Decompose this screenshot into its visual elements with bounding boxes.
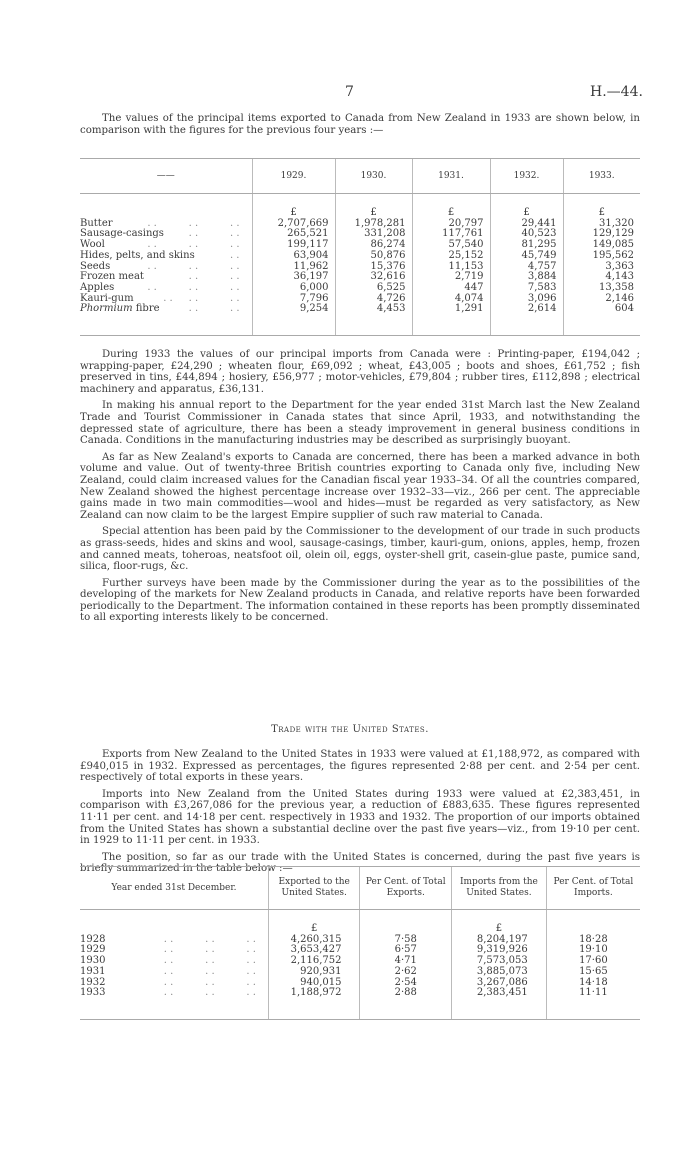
table-cell: 15·65	[546, 967, 640, 978]
item-name: Butter	[80, 217, 113, 229]
table-cell: 11·11	[546, 988, 640, 1019]
blank-cell	[546, 910, 640, 935]
column-header: 1930.	[335, 159, 412, 194]
leader-dots: . . . . . .	[147, 239, 240, 251]
table-cell: 4,143	[563, 272, 640, 283]
currency-symbol: £	[563, 194, 640, 219]
table-cell: 1,978,281	[335, 219, 412, 230]
column-header: Year ended 31st December.	[80, 867, 268, 910]
table-cell: 6,000	[252, 283, 335, 294]
table-cell: 86,274	[335, 240, 412, 251]
leader-dots: . . . . . .	[163, 292, 240, 304]
table-cell: 13,358	[563, 283, 640, 294]
table-cell: 2·88	[360, 988, 452, 1019]
column-header: Imports from the United States.	[452, 867, 547, 910]
currency-symbol: £	[412, 194, 490, 219]
table-cell: 331,208	[335, 229, 412, 240]
leader-dots: . . . . . .	[163, 933, 256, 945]
year: 1932	[80, 976, 106, 988]
table-cell: 17·60	[546, 956, 640, 967]
row-label	[80, 988, 268, 1019]
table-cell: 940,015	[268, 978, 360, 989]
leader-dots: . . . .	[188, 228, 240, 240]
table-cell: 11,153	[412, 262, 490, 273]
table-cell: 3,267,086	[452, 978, 547, 989]
year: 1930	[80, 955, 106, 967]
table-cell: 4,453	[335, 304, 412, 335]
table-cell: 4·71	[360, 956, 452, 967]
item-name-italic: Phormium	[80, 303, 133, 315]
section-heading: Trade with the United States.	[271, 724, 429, 735]
paragraph: Exports from New Zealand to the United States in 1933 were valued at £1,188,972, as compared with £940,015 in 1932. Expressed as percentages, the figures represented 2·88 per cent. and 2·54 per cent. respectively of total exports in these years.	[80, 749, 640, 784]
table-cell: 2·54	[360, 978, 452, 989]
table-cell: 129,129	[563, 229, 640, 240]
item-name: Seeds	[80, 260, 111, 272]
currency-symbol: £	[252, 194, 335, 219]
leader-dots: . . . . . .	[163, 965, 256, 977]
column-header: Per Cent. of Total Exports.	[360, 867, 452, 910]
leader-dots: . . . . . .	[147, 281, 240, 293]
leader-dots: . .	[229, 249, 240, 261]
paragraph: As far as New Zealand's exports to Canada are concerned, there has been a marked advance in both volume and value. Out of twenty-three British countries exporting to Canada only five, including New Zealand, could claim increased values for the Canadian fiscal year 1933–34. Of all the countries compared, New Zealand showed the highest percentage increase over 1932–33—viz., 266 per cent. The appreciable gains made in two main commodities—wool and hides—must be regarded as very satisfactory, as New Zealand can now claim to be the largest Empire supplier of such raw material to Canada.	[80, 451, 640, 521]
intro-paragraph	[80, 113, 640, 141]
paragraph: Further surveys have been made by the Commissioner during the year as to the possibilities of the developing of the markets for New Zealand products in Canada, and relative reports have been forwarded periodically to the Department. The information contained in these reports has been promptly disseminated to all exporting interests likely to be concerned.	[80, 577, 640, 624]
column-header: 1929.	[252, 159, 335, 194]
paragraph: During 1933 the values of our principal imports from Canada were : Printing-paper, £194,042 ; wrapping-paper, £24,290 ; wheaten flour, £69,092 ; wheat, £43,005 ; boots and shoes, £61,752 ; fish preserved in tins, £44,894 ; hosiery, £56,977 ; motor-vehicles, £79,804 ; rubber tires, £112,898 ; electrical machinery and apparatus, £36,131.	[80, 349, 640, 395]
column-header: 1933.	[563, 159, 640, 194]
table-cell: 40,523	[490, 229, 563, 240]
table-row	[80, 304, 640, 335]
currency-symbol: £	[490, 194, 563, 219]
table-cell: 6,525	[335, 283, 412, 294]
table-cell: 3,096	[490, 294, 563, 305]
table-cell: 45,749	[490, 251, 563, 262]
canada-exports-table	[80, 158, 640, 336]
blank-cell	[360, 910, 452, 935]
row-label	[80, 967, 268, 978]
table-cell: 2,614	[490, 304, 563, 335]
table-cell: 11,962	[252, 262, 335, 273]
table-cell: 1,291	[412, 304, 490, 335]
table-cell: 447	[412, 283, 490, 294]
table-cell: 4,260,315	[268, 935, 360, 946]
currency-symbol: £	[452, 910, 547, 935]
year: 1933	[80, 987, 106, 999]
table-cell: 8,204,197	[452, 935, 547, 946]
year: 1928	[80, 933, 106, 945]
currency-symbol: £	[335, 194, 412, 219]
blank-cell	[80, 910, 268, 935]
item-name: Hides, pelts, and skins	[80, 249, 195, 261]
table-cell: 6·57	[360, 945, 452, 956]
row-label	[80, 194, 252, 219]
item-name: Kauri-gum	[80, 292, 134, 304]
column-header: Exported to the United States.	[268, 867, 360, 910]
table-row	[80, 967, 640, 978]
table-cell: 63,904	[252, 251, 335, 262]
table-cell: 32,616	[335, 272, 412, 283]
table-cell: 2,116,752	[268, 956, 360, 967]
table-cell: 265,521	[252, 229, 335, 240]
currency-symbol: £	[268, 910, 360, 935]
table-cell: 25,152	[412, 251, 490, 262]
table-cell: 57,540	[412, 240, 490, 251]
table-cell: 920,931	[268, 967, 360, 978]
table-cell: 2,707,669	[252, 219, 335, 230]
table-cell: 18·28	[546, 935, 640, 946]
table-cell: 20,797	[412, 219, 490, 230]
table-cell: 195,562	[563, 251, 640, 262]
item-name: Frozen meat	[80, 271, 144, 283]
us-trade-table	[80, 866, 640, 1020]
table-cell: 149,085	[563, 240, 640, 251]
column-header: ——	[80, 159, 252, 194]
year: 1929	[80, 944, 106, 956]
table-cell: 50,876	[335, 251, 412, 262]
leader-dots: . . . . . .	[163, 955, 256, 967]
currency-row	[80, 910, 640, 935]
paragraph: In making his annual report to the Department for the year ended 31st March last the New Zealand Trade and Tourist Commissioner in Canada states that since April, 1933, and notwithstanding the depressed state of agriculture, there has been a steady improvement in general business conditions in Canada. Conditions in the manufacturing industries may be described as surprisingly buoyant.	[80, 400, 640, 447]
item-name: Wool	[80, 239, 105, 251]
table-row	[80, 251, 640, 262]
currency-row	[80, 194, 640, 219]
table-cell: 4,757	[490, 262, 563, 273]
table-cell: 9,319,926	[452, 945, 547, 956]
table-cell: 2,719	[412, 272, 490, 283]
paragraph: Special attention has been paid by the Commissioner to the development of our trade in such products as grass-seeds, hides and skins and wool, sausage-casings, timber, kauri-gum, onions, apples, hemp, frozen and canned meats, toheroas, neatsfoot oil, olein oil, eggs, oyster-shell grit, casein-glue paste, pumice sand, silica, floor-rugs, &c.	[80, 526, 640, 573]
column-header: 1932.	[490, 159, 563, 194]
table-cell: 3,653,427	[268, 945, 360, 956]
intro-text: The values of the principal items exported to Canada from New Zealand in 1933 are shown below, in comparison with the figures for the previous four years :—	[80, 113, 640, 136]
table-cell: 3,885,073	[452, 967, 547, 978]
table-cell: 19·10	[546, 945, 640, 956]
table-row	[80, 988, 640, 1019]
table-cell: 2,383,451	[452, 988, 547, 1019]
table-cell: 9,254	[252, 304, 335, 335]
item-name: Phormium fibre	[80, 303, 160, 315]
table-cell: 15,376	[335, 262, 412, 273]
year: 1931	[80, 965, 106, 977]
leader-dots: . . . . . .	[147, 260, 240, 272]
document-reference: H.—44.	[590, 84, 643, 100]
item-name: Apples	[80, 281, 115, 293]
table-cell: 3,363	[563, 262, 640, 273]
paragraph: Imports into New Zealand from the United States during 1933 were valued at £2,383,451, in comparison with £3,267,086 for the previous year, a reduction of £883,635. These figures represented 11·11 per cent. and 14·18 per cent. respectively in 1933 and 1932. The proportion of our imports obtained from the United States has shown a substantial decline over the past five years—viz., from 19·10 per cent. in 1929 to 11·11 per cent. in 1933.	[80, 788, 640, 847]
leader-dots: . . . .	[188, 303, 240, 315]
column-header: Per Cent. of Total Imports.	[546, 867, 640, 910]
table-cell: 29,441	[490, 219, 563, 230]
leader-dots: . . . . . .	[147, 217, 240, 229]
column-header: 1931.	[412, 159, 490, 194]
canada-paragraphs	[80, 349, 640, 629]
leader-dots: . . . . . .	[163, 976, 256, 988]
table-cell: 7,583	[490, 283, 563, 294]
table-cell: 117,761	[412, 229, 490, 240]
leader-dots: . . . . . .	[163, 987, 256, 999]
paragraph: The position, so far as our trade with the United States is concerned, during the past five years is briefly summarized in the table below :—	[80, 851, 640, 875]
table-cell: 4,074	[412, 294, 490, 305]
table-cell: 7·58	[360, 935, 452, 946]
table-cell: 4,726	[335, 294, 412, 305]
leader-dots: . . . . . .	[163, 944, 256, 956]
table-cell: 7,573,053	[452, 956, 547, 967]
table-cell: 604	[563, 304, 640, 335]
row-label	[80, 304, 252, 335]
table-cell: 1,188,972	[268, 988, 360, 1019]
table-cell: 2·62	[360, 967, 452, 978]
table-cell: 199,117	[252, 240, 335, 251]
table-cell: 7,796	[252, 294, 335, 305]
table-cell: 36,197	[252, 272, 335, 283]
table-cell: 81,295	[490, 240, 563, 251]
page-number: 7	[345, 84, 354, 100]
leader-dots: . . . .	[188, 271, 240, 283]
table-cell: 2,146	[563, 294, 640, 305]
table-cell: 14·18	[546, 978, 640, 989]
item-name: Sausage-casings	[80, 228, 164, 240]
table-cell: 3,884	[490, 272, 563, 283]
us-paragraphs	[80, 749, 640, 880]
table-cell: 31,320	[563, 219, 640, 230]
